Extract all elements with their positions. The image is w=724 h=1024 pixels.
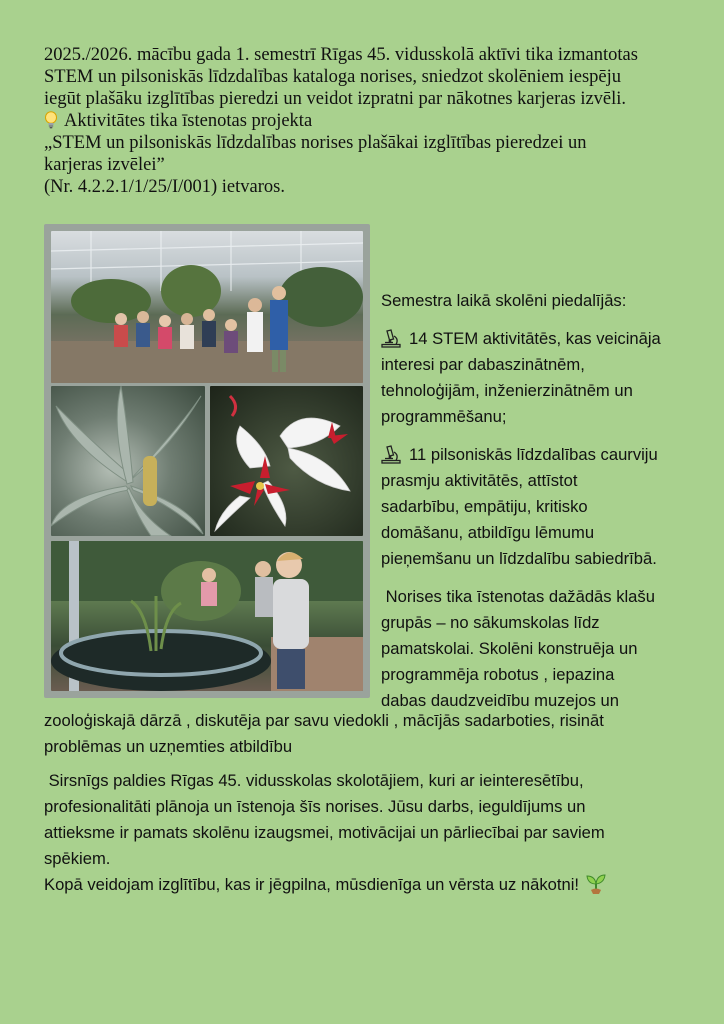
- project-number: (Nr. 4.2.2.1/1/25/I/001) ietvaros.: [44, 177, 285, 197]
- microscope-icon: [381, 328, 401, 348]
- group-photo-greenhouse: [51, 231, 363, 383]
- groups-line: Norises tika īstenotas dažādās klašu: [381, 587, 655, 606]
- intro-line: 2025./2026. mācību gada 1. semestrī Rīgas 45. vidusskolā aktīvi tika izmantotas: [44, 45, 638, 65]
- stem-activities-line: interesi par dabaszinātnēm,: [381, 355, 585, 374]
- thanks-line: profesionalitāti plānoja un īstenoja šīs norises. Jūsu darbs, ieguldījums un: [44, 797, 586, 816]
- intro-line: „STEM un pilsoniskās līdzdalības norises plašākai izglītības pieredzei un: [44, 133, 587, 153]
- photo-collage: [44, 224, 370, 698]
- intro-text: [44, 44, 694, 198]
- continued-line: problēmas un uzņemties atbildību: [44, 737, 293, 756]
- civic-activities-line: domāšanu, atbildīgu lēmumu: [381, 523, 595, 542]
- pond-children-photo: [51, 541, 363, 691]
- thanks-line: Sirsnīgs paldies Rīgas 45. vidusskolas skolotājiem, kuri ar ieinteresētību,: [44, 771, 584, 790]
- thanks-line: spēkiem.: [44, 849, 111, 868]
- civic-activities-line: prasmju aktivitātēs, attīstot: [381, 471, 578, 490]
- stem-activities-line: tehnoloģijām, inženierzinātnēm un: [381, 381, 633, 400]
- thanks-line: attieksme ir pamats skolēnu izaugsmei, motivācijai un pārliecībai par saviem: [44, 823, 605, 842]
- groups-line: grupās – no sākumskolas līdz: [381, 613, 600, 632]
- intro-line: STEM un pilsoniskās līdzdalības kataloga norises, sniedzot skolēniem iespēju: [44, 67, 622, 87]
- project-label: Aktivitātes tika īstenotas projekta: [64, 111, 313, 131]
- stem-text: 14 STEM aktivitātēs, kas veicināja: [409, 329, 661, 348]
- civic-activities-line: [381, 442, 701, 468]
- flower-illustration: [210, 386, 363, 536]
- agave-illustration: [51, 386, 205, 536]
- stem-activities-line: [381, 326, 701, 352]
- civic-activities-line: pieņemšanu un līdzdalību sabiedrībā.: [381, 549, 657, 568]
- intro-line: karjeras izvēlei”: [44, 155, 165, 175]
- intro-line: iegūt plašāku izglītības pieredzi un veidot izpratni par nākotnes karjeras izvēli.: [44, 89, 627, 109]
- continued-line: zooloģiskajā dārzā , diskutēja par savu viedokli , mācījās sadarboties, risināt: [44, 711, 604, 730]
- activities-continued: [44, 708, 704, 760]
- groups-line: dabas daudzveidību muzejos un: [381, 691, 620, 710]
- civic-text: 11 pilsoniskās līdzdalības caurviju: [409, 445, 658, 464]
- intro-line: [44, 110, 694, 132]
- sprout-icon: [585, 873, 607, 895]
- microscope-icon: [381, 444, 401, 464]
- lightbulb-icon: [44, 111, 58, 129]
- agave-plant-photo: [51, 386, 205, 536]
- closing-text: Kopā veidojam izglītību, kas ir jēgpilna, mūsdienīga un vērsta uz nākotni!: [44, 875, 579, 894]
- poinsettia-flower-photo: [210, 386, 363, 536]
- thanks-paragraph: [44, 768, 704, 898]
- civic-activities-line: sadarbību, empātiju, kritisko: [381, 497, 588, 516]
- right-column-text: [381, 288, 701, 714]
- participation-heading: Semestra laikā skolēni piedalījās:: [381, 291, 627, 310]
- greenhouse-illustration: [51, 231, 363, 383]
- groups-line: pamatskolai. Skolēni konstruēja un: [381, 639, 638, 658]
- closing-line: [44, 872, 704, 898]
- stem-activities-line: programmēšanu;: [381, 407, 507, 426]
- groups-line: programmēja robotus , iepazina: [381, 665, 615, 684]
- pond-illustration: [51, 541, 363, 691]
